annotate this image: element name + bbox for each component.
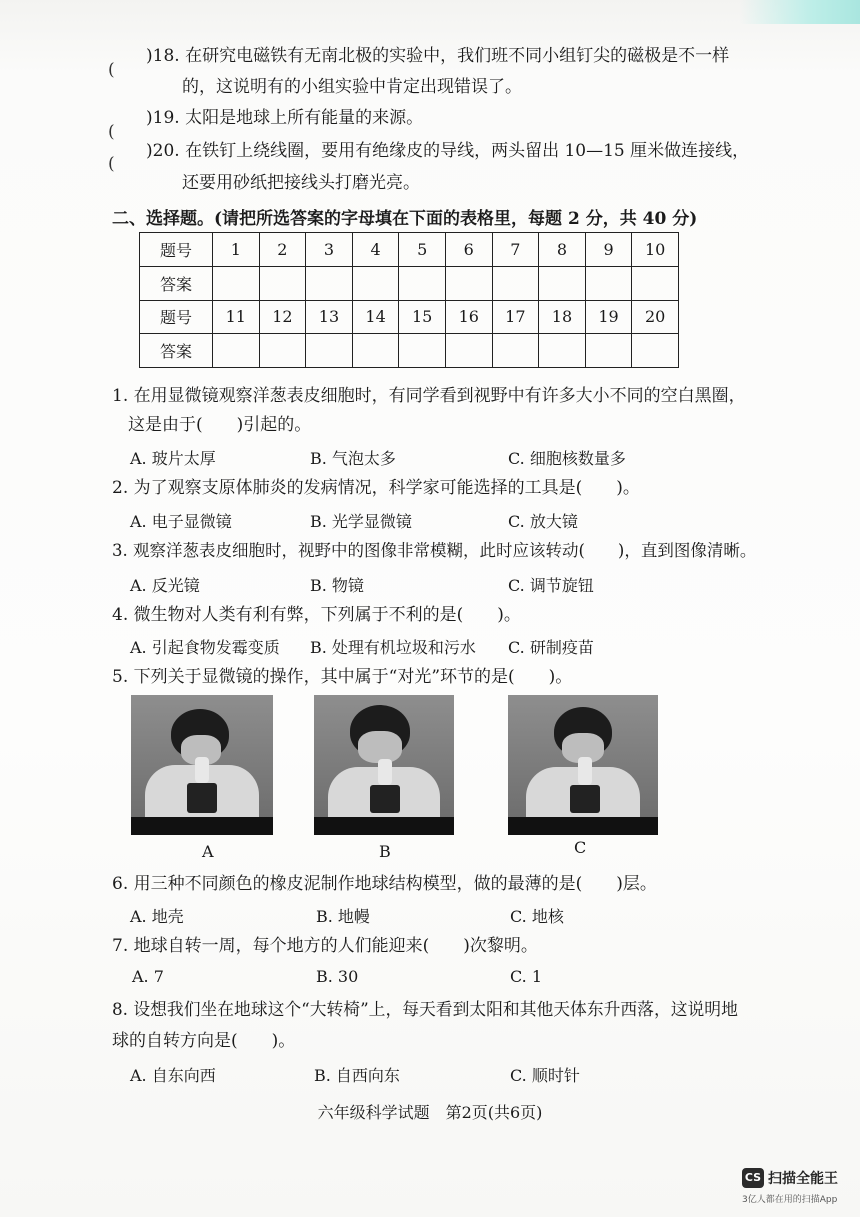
photo-b-caption: B [379,842,391,861]
question-4-option-b: B. 处理有机垃圾和污水 [310,638,476,657]
question-8-option-b: B. 自西向东 [314,1066,400,1085]
question-3-option-a: A. 反光镜 [130,576,200,595]
question-2-option-a: A. 电子显微镜 [130,512,232,531]
row-label-number: 题号 [140,233,213,267]
question-6-option-b: B. 地幔 [316,907,370,926]
question-1-option-a: A. 玻片太厚 [130,449,216,468]
table-cell-number: 17 [492,300,539,334]
answer-cell[interactable] [399,266,446,300]
question-3-option-b: B. 物镜 [310,576,364,595]
question-1-line1: 1. 在用显微镜观察洋葱表皮细胞时，有同学看到视野中有许多大小不同的空白黑圈， [112,386,746,406]
judgement-item-18-line2: 的，这说明有的小组实验中肯定出现错误了。 [182,77,522,97]
table-cell-number: 2 [259,233,306,267]
question-6-option-c: C. 地核 [510,907,564,926]
answer-cell[interactable] [306,266,353,300]
table-row [140,266,679,300]
answer-cell[interactable] [492,334,539,368]
microscope-photo-b [314,695,454,835]
answer-cell[interactable] [539,266,586,300]
question-6-line1: 6. 用三种不同颜色的橡皮泥制作地球结构模型，做的最薄的是( )层。 [112,874,657,894]
microscope-photo-a [131,695,273,835]
question-1-option-b: B. 气泡太多 [310,449,396,468]
table-cell-number: 6 [445,233,492,267]
answer-bracket-20: ( [108,154,115,174]
question-5-line1: 5. 下列关于显微镜的操作，其中属于“对光”环节的是( )。 [112,667,573,687]
row-label-answer: 答案 [140,334,213,368]
answer-cell[interactable] [259,266,306,300]
table-cell-number: 10 [632,233,679,267]
scanner-tagline: 3亿人都在用的扫描App [742,1195,838,1205]
scanner-watermark [742,1166,842,1206]
question-2-line1: 2. 为了观察支原体肺炎的发病情况，科学家可能选择的工具是( )。 [112,478,640,498]
question-7-option-b: B. 30 [316,967,359,986]
table-cell-number: 18 [539,300,586,334]
photo-a-caption: A [202,842,214,861]
question-8-line1: 8. 设想我们坐在地球这个“大转椅”上，每天看到太阳和其他天体东升西落，这说明地 [112,999,738,1019]
question-2-option-b: B. 光学显微镜 [310,512,412,531]
answer-bracket-18: ( [108,60,115,80]
question-3-option-c: C. 调节旋钮 [508,576,594,595]
section-title-choice: 二、选择题。(请把所选答案的字母填在下面的表格里，每题 2 分，共 40 分) [112,209,698,229]
table-cell-number: 7 [492,233,539,267]
question-2-option-c: C. 放大镜 [508,512,578,531]
question-1-line2: 这是由于( )引起的。 [128,415,312,435]
table-row [140,300,679,334]
question-8-line2: 球的自转方向是( )。 [112,1031,296,1051]
page-footer: 六年级科学试题 第2页(共6页) [317,1103,543,1122]
table-cell-number: 4 [352,233,399,267]
question-6-option-a: A. 地壳 [130,907,184,926]
table-cell-number: 5 [399,233,446,267]
question-7-option-c: C. 1 [510,967,543,986]
table-row [140,233,679,267]
table-cell-number: 13 [306,300,353,334]
table-row [140,334,679,368]
question-8-option-a: A. 自东向西 [130,1066,216,1085]
question-8-option-c: C. 顺时针 [510,1066,580,1085]
answer-cell[interactable] [306,334,353,368]
question-3-line1: 3. 观察洋葱表皮细胞时，视野中的图像非常模糊，此时应该转动( )，直到图像清晰。 [112,541,757,560]
answer-cell[interactable] [259,334,306,368]
answer-table [139,232,679,368]
question-7-option-a: A. 7 [132,967,164,986]
answer-cell[interactable] [492,266,539,300]
answer-cell[interactable] [539,334,586,368]
answer-cell[interactable] [632,266,679,300]
row-label-answer: 答案 [140,266,213,300]
judgement-item-19: )19. 太阳是地球上所有能量的来源。 [146,108,424,128]
table-cell-number: 9 [585,233,632,267]
table-cell-number: 12 [259,300,306,334]
answer-bracket-19: ( [108,122,115,142]
table-cell-number: 19 [585,300,632,334]
question-4-option-a: A. 引起食物发霉变质 [130,638,280,657]
microscope-photo-c [508,695,658,835]
answer-cell[interactable] [213,334,260,368]
table-cell-number: 14 [352,300,399,334]
table-cell-number: 20 [632,300,679,334]
scan-edge-tint [740,0,860,24]
answer-cell[interactable] [445,266,492,300]
question-1-option-c: C. 细胞核数量多 [508,449,626,468]
judgement-item-18-line1: )18. 在研究电磁铁有无南北极的实验中，我们班不同小组钉尖的磁极是不一样 [146,46,730,66]
judgement-item-20-line2: 还要用砂纸把接线头打磨光亮。 [182,173,420,193]
answer-cell[interactable] [213,266,260,300]
judgement-item-20-line1: )20. 在铁钉上绕线圈，要用有绝缘皮的导线，两头留出 10—15 厘米做连接线， [146,141,750,161]
answer-cell[interactable] [585,334,632,368]
answer-cell[interactable] [399,334,446,368]
scanner-logo-icon: CS [742,1168,764,1188]
answer-cell[interactable] [445,334,492,368]
table-cell-number: 8 [539,233,586,267]
question-4-option-c: C. 研制疫苗 [508,638,594,657]
table-cell-number: 1 [213,233,260,267]
table-cell-number: 11 [213,300,260,334]
table-cell-number: 3 [306,233,353,267]
table-cell-number: 15 [399,300,446,334]
answer-cell[interactable] [585,266,632,300]
question-4-line1: 4. 微生物对人类有利有弊，下列属于不利的是( )。 [112,605,521,625]
answer-cell[interactable] [352,334,399,368]
answer-cell[interactable] [352,266,399,300]
row-label-number: 题号 [140,300,213,334]
photo-c-caption: C [574,838,587,857]
question-7-line1: 7. 地球自转一周，每个地方的人们能迎来( )次黎明。 [112,936,538,956]
scanner-name: 扫描全能王 [768,1171,838,1187]
table-cell-number: 16 [445,300,492,334]
answer-cell[interactable] [632,334,679,368]
